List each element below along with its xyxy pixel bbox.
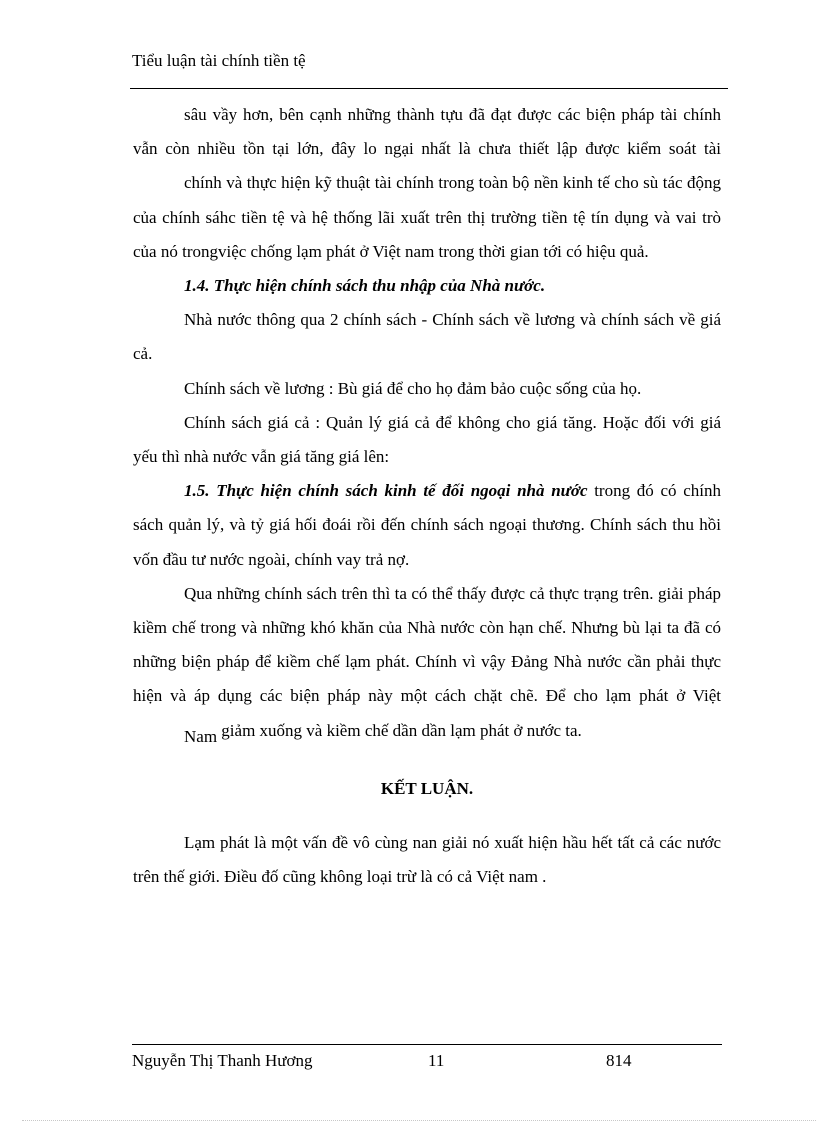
page-bottom-border: [22, 1120, 816, 1121]
header-title: Tiểu luận tài chính tiền tệ: [132, 51, 306, 70]
paragraph-5: Chính sách giá cả : Quản lý giá cả để không cho giá tăng. Hoặc đối với giá yếu thì nhà nước vẫn giá tăng giá lên:: [133, 412, 721, 467]
conclusion-heading: KẾT LUẬN.: [380, 778, 474, 798]
paragraph-1-tail: tài: [704, 139, 722, 159]
header-rule: [130, 88, 728, 89]
paragraph-7-text-a: Qua những chính sách trên thì ta có thể thấy được cả thực trạng trên. giải pháp kiềm chế trong và những khó khăn của Nhà nước còn hạn chế. Nhưng bù lại ta đã có những biện pháp để kiềm chế lạm phát. Chính vì vậy Đảng Nhà nước cần phải thực hiện và áp dụng các biện pháp này một cách chặt chẽ. Để cho lạm phát ở Việt: [133, 583, 721, 706]
paragraph-1: [133, 98, 721, 166]
footer-page-number: 11: [428, 1051, 445, 1070]
paragraph-8: Lạm phát là một vấn đề vô cùng nan giải nó xuất hiện hầu hết tất cả các nước trên thế giới. Điều đố cũng không loại trừ là có cả Việt nam .: [133, 832, 721, 887]
footer-rule: [132, 1044, 722, 1045]
paragraph-4: Chính sách về lương : Bù giá để cho họ đảm bảo cuộc sống của họ.: [184, 378, 642, 398]
footer-author: Nguyễn Thị Thanh Hương: [132, 1051, 313, 1070]
document-body: [133, 98, 721, 894]
heading-1-5: 1.5. Thực hiện chính sách kinh tế đối ngoại nhà nước: [184, 481, 588, 501]
paragraph-1-text: sâu vầy hơn, bên cạnh những thành tựu đã đạt được các biện pháp tài chính vẫn còn nhiều tồn tại lớn, đây lo ngại nhất là chưa thiết lập được kiểm soát: [133, 105, 721, 159]
paragraph-6: [133, 474, 721, 577]
paragraph-3: Nhà nước thông qua 2 chính sách - Chính sách về lương và chính sách về giá cả.: [133, 310, 721, 364]
paragraph-2: chính và thực hiện kỹ thuật tài chính trong toàn bộ nền kinh tế cho sù tác động của chính sáhc tiền tệ và hệ thống lãi xuất trên thị trường tiền tệ tín dụng và vai trò của nó trongviệc chống lạm phát ở Việt nam trong thời gian tới có hiệu quả.: [133, 173, 721, 261]
heading-1-4: 1.4. Thực hiện chính sách thu nhập của Nhà nước.: [184, 276, 546, 296]
paragraph-7: [133, 577, 721, 748]
paragraph-7-text-b: giảm xuống và kiềm chế dần dần lạm phát ở nước ta.: [217, 720, 582, 740]
footer-code: 814: [606, 1051, 632, 1070]
paragraph-7-nam: Nam: [184, 726, 218, 746]
paragraph-6-text: trong đó có chính sách quản lý, và tỷ giá hối đoái rồi đến chính sách ngoại thương. Chính sách thu hồi vốn đầu tư nước ngoài, chính vay trả nợ.: [133, 481, 722, 569]
